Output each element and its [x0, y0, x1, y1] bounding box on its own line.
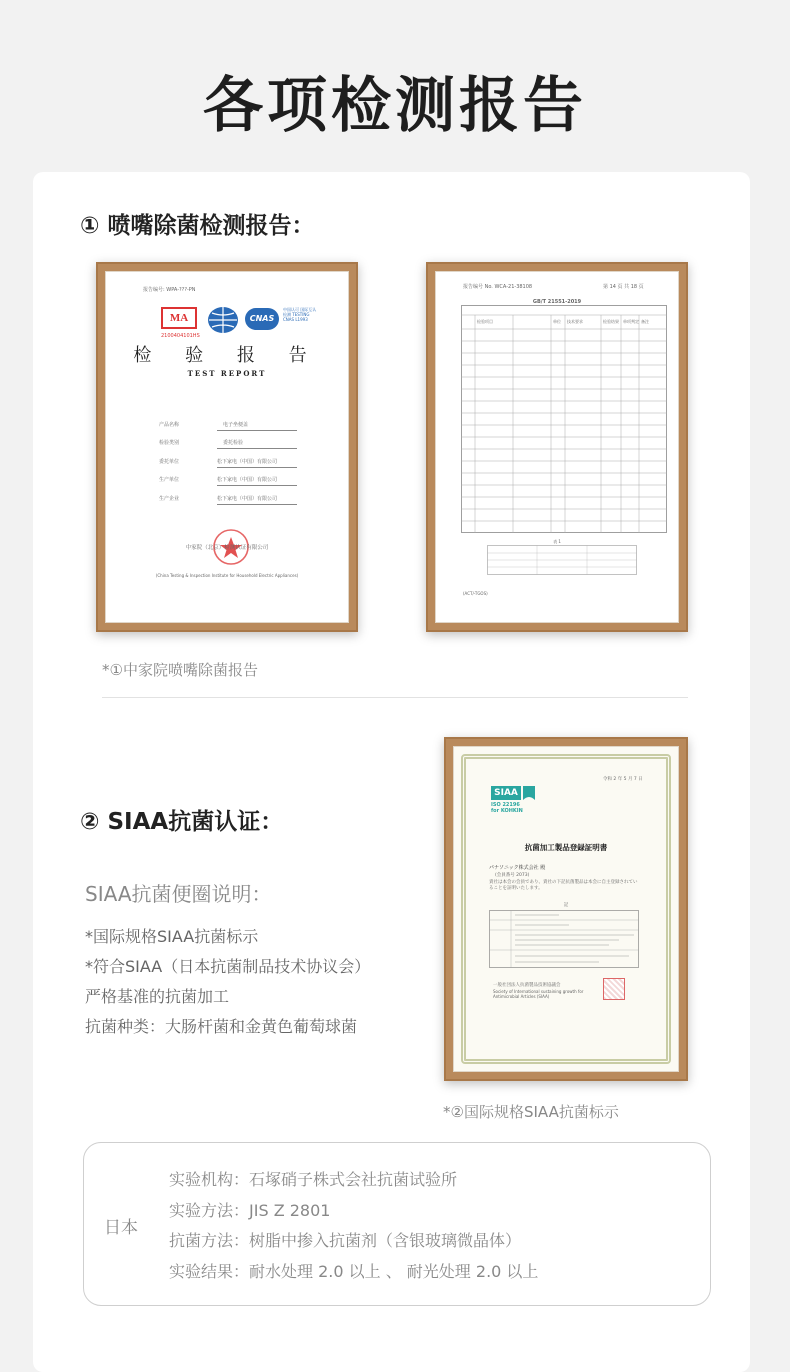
certificate-frame-2[interactable]: [426, 262, 688, 632]
column-header: 单项判定: [623, 319, 639, 324]
field-label: 产品名称: [159, 422, 180, 428]
certificate-frame-1[interactable]: [96, 262, 358, 632]
siaa-line: 严格基准的抗菌加工: [85, 987, 230, 1006]
info-row: [169, 1198, 330, 1221]
red-seal-stamp: [603, 978, 625, 1000]
info-row-value: 耐水处理 2.0 以上 、 耐光处理 2.0 以上: [249, 1262, 539, 1281]
certificate-frame-siaa[interactable]: [444, 737, 688, 1081]
info-row-value: 石塚硝子株式会社抗菌试验所: [249, 1170, 458, 1189]
field-value: 松下家电（中国）有限公司: [217, 459, 278, 465]
info-row-label: 实验结果：: [169, 1262, 250, 1281]
issuer-cn: 中家院（北京）检测认证有限公司: [185, 545, 269, 551]
issuer-en: (China Testing & Inspection Institute for Household Electric Appliances): [155, 573, 299, 578]
column-header: 单位: [553, 319, 561, 324]
field-label: 委托单位: [159, 459, 180, 465]
info-row-label: 实验方法：: [169, 1201, 250, 1220]
ornamental-border: [461, 754, 671, 1064]
report-number: 报告编号: WPA-???-PN: [143, 287, 196, 293]
summary-table: [487, 545, 637, 575]
siaa-note: 記: [563, 903, 569, 908]
section1-title: ① 喷嘴除菌检测报告：: [80, 213, 315, 239]
issue-date: 令和 2 年 5 月 7 日: [603, 777, 643, 782]
report-title-cn: 检 验 报 告: [133, 345, 321, 366]
column-header: 检验结果: [603, 319, 619, 324]
caption-1: *①中家院喷嘴除菌报告: [102, 661, 258, 679]
column-header: 检验项目: [477, 319, 493, 324]
info-row-label: 抗菌方法：: [169, 1231, 250, 1250]
section2-title: ② SIAA抗菌认证：: [80, 809, 284, 835]
siaa-body: 貴社は本会の会員であり、貴社の下記抗菌製品は本会に自主登録されていることを証明いたします。: [489, 880, 638, 891]
field-value: 松下家电（中国）有限公司: [217, 477, 278, 483]
results-table: [461, 305, 667, 533]
column-header: 备注: [641, 319, 649, 324]
ma-number: 2100404101HS: [161, 333, 200, 339]
test-result-table-document: [435, 271, 679, 623]
siaa-line: 抗菌种类：大肠杆菌和金黄色葡萄球菌: [85, 1017, 358, 1036]
page-title: 各项检测报告: [203, 71, 587, 141]
field-label: 生产单位: [159, 477, 180, 483]
siaa-kohkin: for KOHKIN: [491, 808, 523, 814]
siaa-subtitle: SIAA抗菌便圈说明：: [85, 882, 272, 906]
report-title-en: TEST REPORT: [187, 369, 267, 378]
siaa-member-no: (会員番号 2073): [495, 873, 530, 878]
siaa-line: *国际规格SIAA抗菌标示: [85, 927, 259, 946]
siaa-certificate-document: [453, 746, 679, 1072]
siaa-registration-table: [489, 910, 639, 968]
siaa-footer-jp: 一般社団法人抗菌製品技術協議会: [493, 983, 561, 988]
test-report-document: [105, 271, 349, 623]
siaa-mark-icon: [523, 786, 535, 800]
table-note-title: 表 1: [553, 539, 561, 544]
info-row-value: 树脂中掺入抗菌剂（含银玻璃微晶体）: [249, 1231, 522, 1250]
siaa-company: パナソニック株式会社 殿: [489, 865, 546, 871]
ilac-globe-icon: [206, 305, 240, 335]
standard-code: GB/T 21551-2019: [532, 299, 582, 305]
field-label: 生产企业: [159, 496, 180, 502]
page-number: 第 14 页 共 18 页: [603, 284, 644, 290]
column-header: 技术要求: [567, 319, 583, 324]
field-value: 松下家电（中国）有限公司: [217, 496, 278, 502]
info-row-value: JIS Z 2801: [249, 1201, 331, 1220]
field-value: 委托检验: [223, 440, 244, 446]
siaa-logo: SIAA: [491, 786, 521, 800]
doc-footer: (ACT/-TGOS): [463, 591, 488, 596]
siaa-footer-en: Society of International sustaining growth for Antimicrobial Articles (SIAA): [493, 989, 584, 999]
info-row: [169, 1167, 457, 1190]
info-row: [169, 1259, 538, 1282]
siaa-line: *符合SIAA（日本抗菌制品技术协议会）: [85, 957, 371, 976]
info-row-label: 实验机构：: [169, 1170, 250, 1189]
section-divider: [102, 697, 688, 698]
field-label: 检验类别: [159, 440, 180, 446]
siaa-iso: ISO 22196: [491, 802, 520, 808]
caption-2: *②国际规格SIAA抗菌标示: [443, 1103, 619, 1121]
ma-logo: MA: [161, 307, 197, 329]
country-label: 日本: [104, 1218, 138, 1238]
test-info-box: [83, 1142, 711, 1306]
field-value: 电子坐便盖: [223, 422, 249, 428]
report-number: 报告编号 No. WCA-21-38108: [463, 284, 533, 290]
info-row: [169, 1228, 521, 1251]
cnas-note: 中国认可 国际互认 检测 TESTING CNAS L1993: [283, 307, 317, 322]
cnas-logo: CNAS: [245, 308, 279, 330]
siaa-cert-title: 抗菌加工製品登録証明書: [524, 843, 608, 852]
